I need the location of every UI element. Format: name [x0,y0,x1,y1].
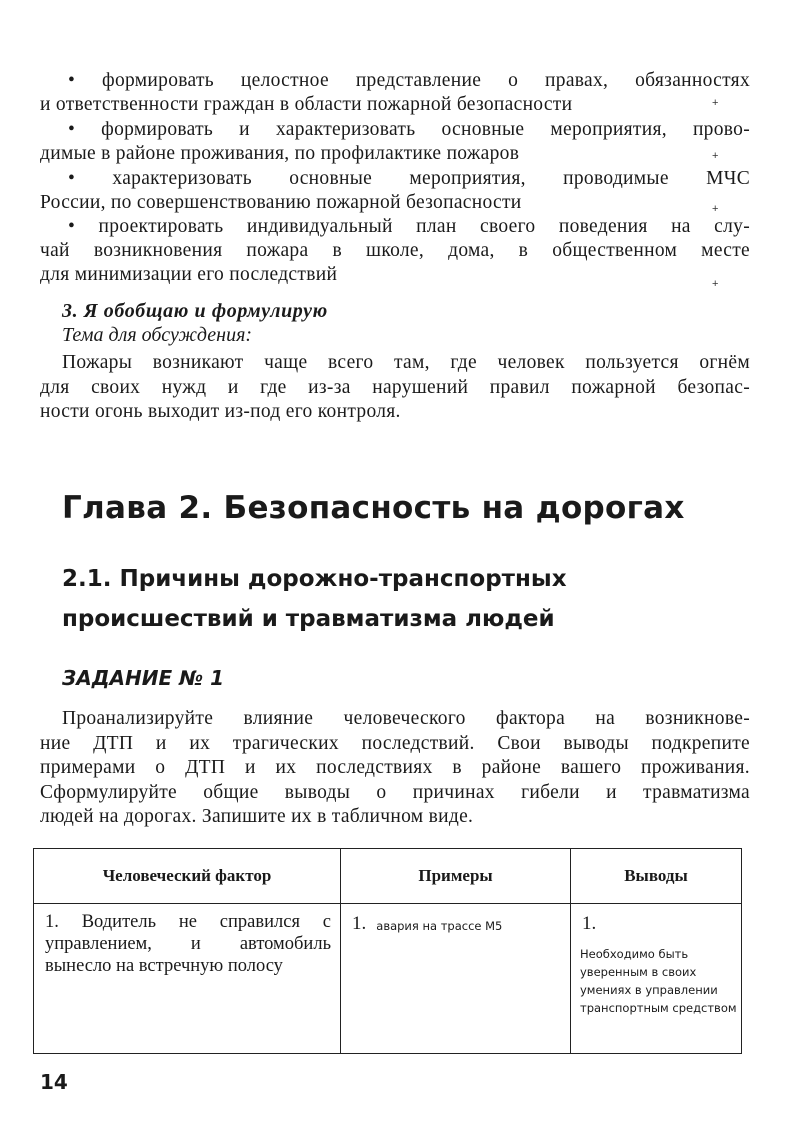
goal-line: • формировать и характеризовать основные мероприятия, прово- [68,119,750,140]
conclusion-number: 1. [582,913,597,934]
goal-line: • формировать целостное представление о правах, обязанностях [68,70,750,91]
chapter-title: Глава 2. Безопасность на дорогах [62,490,685,526]
goal-line: для минимизации его последствий [40,264,338,285]
check-mark: + [712,278,719,290]
discussion-heading: 3. Я обобщаю и формулирую [62,300,328,322]
check-mark: + [712,150,719,162]
section-title-line: происшествий и травматизма людей [62,606,555,632]
discussion-line: ности огонь выходит из-под его контроля. [40,401,401,422]
header-examples: Примеры [341,849,571,904]
task-line: ние ДТП и их трагических последствий. Свои выводы подкрепите [40,733,750,754]
section-title-line: 2.1. Причины дорожно-транспортных [62,566,567,592]
discussion-line: Пожары возникают чаще всего там, где человек пользуется огнём [62,352,750,373]
example-number: 1. [352,913,367,934]
factor-cell [34,904,341,1054]
header-conclusions: Выводы [571,849,742,904]
check-mark: + [712,203,719,215]
discussion-topic-label: Тема для обсуждения: [62,324,253,346]
task-line: примерами о ДТП и их последствиях в районе вашего проживания. [40,757,750,778]
table-header-row [34,849,742,904]
check-mark: + [712,97,719,109]
discussion-line: для своих нужд и где из-за нарушений правил пожарной безопас- [40,377,750,398]
conclusion-cell[interactable] [571,904,742,1054]
conclusion-text: Необходимо быть уверенным в своих умениях в управлении транспортным средством [580,947,737,1015]
task-line: Сформулируйте общие выводы о причинах гибели и травматизма [40,782,750,803]
goal-line: чай возникновения пожара в школе, дома, в общественном месте [40,240,750,261]
goal-line: • характеризовать основные мероприятия, проводимые МЧС [68,168,750,189]
goal-line: димые в районе проживания, по профилактике пожаров [40,143,520,164]
header-factor: Человеческий фактор [34,849,341,904]
page-number: 14 [40,1070,68,1094]
example-cell[interactable] [341,904,571,1054]
task-line: людей на дорогах. Запишите их в табличном виде. [40,806,474,827]
task-title: ЗАДАНИЕ № 1 [62,666,225,690]
answer-table [33,848,742,1054]
factor-text: 1. Водитель не справился с управлением, и автомобиль вынесло на встречную полосу [45,912,332,976]
goal-line: и ответственности граждан в области пожарной безопасности [40,94,573,115]
goal-line: • проектировать индивидуальный план своего поведения на слу- [68,216,750,237]
task-line: Проанализируйте влияние человеческого фактора на возникнове- [62,708,750,729]
goal-line: России, по совершенствованию пожарной безопасности [40,192,522,213]
table-row [34,904,742,1054]
example-text: авария на трассе М5 [376,919,503,933]
